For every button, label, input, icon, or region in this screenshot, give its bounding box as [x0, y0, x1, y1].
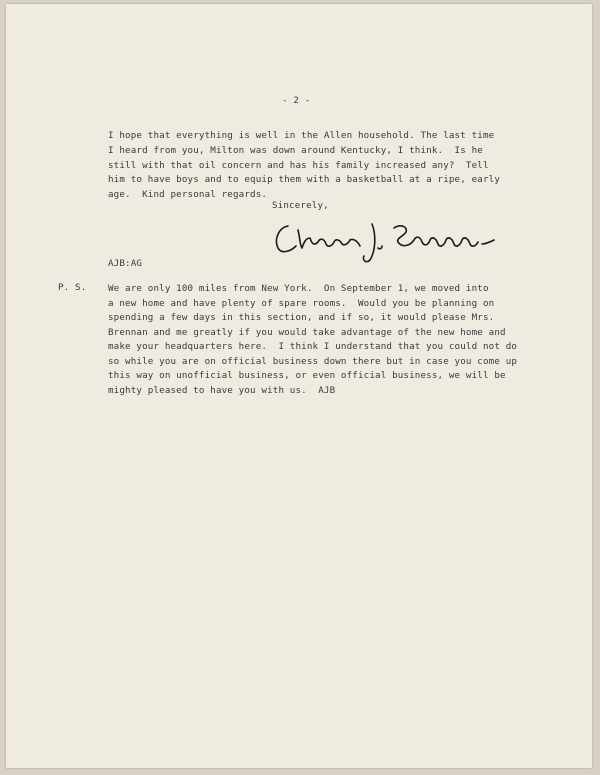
reference-initials: AJB:AG [108, 258, 143, 269]
body-line: I hope that everything is well in the Allen household. The last time [108, 130, 495, 141]
postscript-line: make your headquarters here. I think I understand that you could not do [108, 341, 518, 352]
postscript-line: so while you are on official business down there but in case you come up [108, 356, 518, 367]
postscript-label: P. S. [58, 282, 87, 293]
page-number: - 2 - [282, 95, 311, 106]
body-line: I heard from you, Milton was down around Kentucky, I think. Is he [108, 145, 483, 156]
postscript-line: Brennan and me greatly if you would take advantage of the new home and [108, 327, 506, 338]
body-line: age. Kind personal regards. [108, 189, 268, 200]
letter-page [6, 4, 592, 768]
postscript-line: mighty pleased to have you with us. AJB [108, 385, 336, 396]
body-line: still with that oil concern and has his family increased any? Tell [108, 160, 489, 171]
closing: Sincerely, [272, 200, 329, 211]
body-line: him to have boys and to equip them with a basketball at a ripe, early [108, 174, 501, 185]
postscript-line: a new home and have plenty of spare rooms. Would you be planning on [108, 298, 495, 309]
postscript-line: We are only 100 miles from New York. On September 1, we moved into [108, 283, 489, 294]
postscript-line: spending a few days in this section, and if so, it would please Mrs. [108, 312, 495, 323]
handwritten-signature [270, 216, 500, 264]
postscript-line: this way on unofficial business, or even official business, we will be [108, 370, 506, 381]
